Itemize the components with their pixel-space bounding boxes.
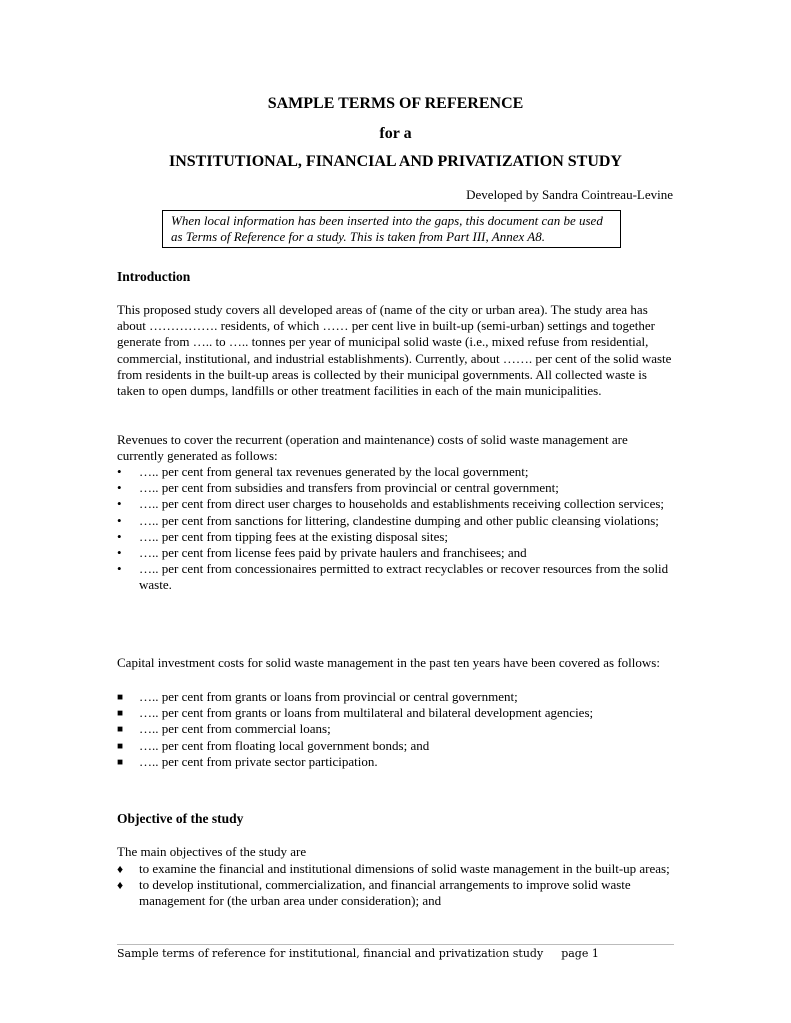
footer-text: Sample terms of reference for institutional, financial and privatization study — [117, 947, 544, 960]
list-item: • ….. per cent from subsidies and transfers from provincial or central government; — [117, 480, 559, 496]
diamond-bullet-icon: ♦ — [117, 862, 124, 876]
bullet-icon: • — [117, 480, 122, 496]
page-footer — [117, 947, 599, 961]
title-line-3: INSTITUTIONAL, FINANCIAL AND PRIVATIZATION STUDY — [169, 153, 622, 170]
square-bullet-icon: ■ — [117, 756, 124, 768]
list-item: ■ ….. per cent from private sector participation. — [117, 754, 677, 770]
bullet-icon: • — [117, 561, 122, 577]
revenues-intro: Revenues to cover the recurrent (operation and maintenance) costs of solid waste management are currently generated as follows: — [117, 432, 628, 464]
introduction-paragraph: This proposed study covers all developed areas of (name of the city or urban area). The study area has about ……………. residents, of which …… per cent live in built-up (semi-urban) settings and together generate from ….. to ….. tonnes per year of municipal solid waste (i.e., mixed refuse from residential, commercial, institutional, and industrial establishments). Currently, about ……. per cent of the solid waste from residents in the built-up areas is collected by their municipal governments. All collected waste is taken to open dumps, landfills or other treatment facilities in each of the main municipalities. — [117, 302, 672, 399]
list-item: ■ ….. per cent from grants or loans from provincial or central government; — [117, 689, 677, 705]
list-item: ■ ….. per cent from floating local government bonds; and — [117, 738, 677, 754]
title-line-1: SAMPLE TERMS OF REFERENCE — [267, 95, 524, 112]
list-item: • ….. per cent from direct user charges to households and establishments receiving collection services; — [117, 496, 665, 512]
square-bullet-icon: ■ — [117, 724, 124, 736]
list-item: • ….. per cent from license fees paid by private haulers and franchisees; and — [117, 545, 527, 561]
bullet-icon: • — [117, 545, 122, 561]
author-credit: Developed by Sandra Cointreau-Levine — [466, 187, 673, 202]
objective-intro: The main objectives of the study are — [117, 844, 307, 859]
objective-heading: Objective of the study — [117, 811, 244, 826]
square-bullet-icon: ■ — [117, 692, 124, 703]
list-item: ♦ to develop institutional, commercialization, and financial arrangements to improve solid waste management for (the urban area under consideration); and — [117, 877, 631, 909]
bullet-icon: • — [117, 464, 122, 479]
capital-list — [117, 689, 677, 770]
bullet-icon: • — [117, 512, 122, 528]
square-bullet-icon: ■ — [117, 708, 124, 720]
list-item: • ….. per cent from sanctions for littering, clandestine dumping and other public cleansing violations; — [117, 512, 659, 528]
list-item: • ….. per cent from general tax revenues generated by the local government; — [117, 464, 529, 479]
note-box: When local information has been inserted into the gaps, this document can be used as Terms of Reference for a study. This is taken from Part III, Annex A8. — [162, 210, 621, 248]
objective-list — [117, 861, 677, 910]
list-item: ■ ….. per cent from commercial loans; — [117, 721, 677, 737]
bullet-icon: • — [117, 528, 122, 544]
capital-intro: Capital investment costs for solid waste management in the past ten years have been covered as follows: — [117, 655, 660, 670]
square-bullet-icon: ■ — [117, 740, 124, 752]
introduction-heading: Introduction — [117, 269, 191, 284]
list-item: • ….. per cent from tipping fees at the existing disposal sites; — [117, 528, 449, 544]
list-item: ■ ….. per cent from grants or loans from multilateral and bilateral development agencies; — [117, 705, 677, 721]
list-item: • ….. per cent from concessionaires permitted to extract recyclables or recover resources from the solid waste. — [117, 561, 669, 593]
diamond-bullet-icon: ♦ — [117, 878, 124, 893]
page-number: page 1 — [561, 947, 599, 960]
footer-divider — [117, 944, 674, 945]
title-line-2: for a — [379, 125, 412, 142]
revenues-list — [117, 464, 677, 594]
bullet-icon: • — [117, 496, 122, 512]
list-item: ♦ to examine the financial and institutional dimensions of solid waste management in the built-up areas; — [117, 861, 670, 876]
